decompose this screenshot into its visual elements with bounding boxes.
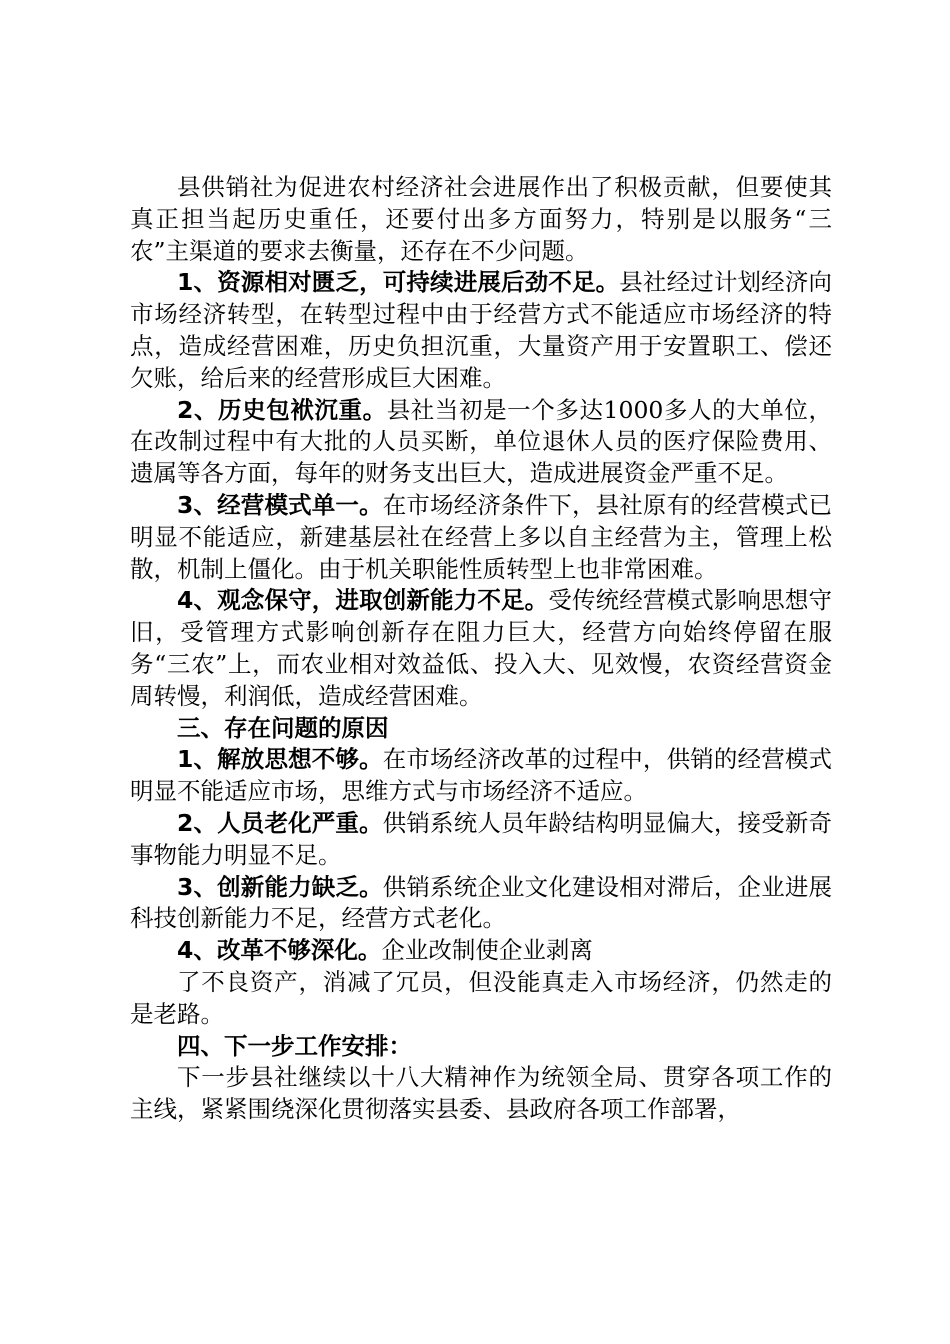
- intro-paragraph: 县供销社为促进农村经济社会进展作出了积极贡献，但要使其真正担当起历史重任，还要付出多方面努力，特别是以服务“三农”主渠道的要求去衡量，还存在不少问题。: [130, 173, 832, 265]
- problem-3-lead: 3、经营模式单一。: [177, 490, 383, 519]
- problem-3-body: 在市场经济条件下，县社原有的经营模式已明显不能适应，新建基层社在经营上多以自主经营为主，管理上松散，机制上僵化。由于机关职能性质转型上也非常困难。: [130, 490, 832, 583]
- problem-2-paragraph: [130, 395, 832, 490]
- cause-3-body: 供销系统企业文化建设相对滞后，企业进展科技创新能力不足，经营方式老化。: [130, 872, 832, 933]
- problem-4-body: 受传统经营模式影响思想守旧，受管理方式影响创新存在阻力巨大，经营方向始终停留在服务“三农”上，而农业相对效益低、投入大、见效慢，农资经营资金周转慢，利润低，造成经营困难。: [130, 586, 832, 710]
- cause-4-paragraph: [130, 935, 832, 967]
- section-4-heading: 四、下一步工作安排：: [177, 1031, 412, 1060]
- cause-4-body: 企业改制使企业剥离: [381, 936, 593, 965]
- cause-3-lead: 3、创新能力缺乏。: [177, 872, 383, 901]
- section-3-heading: 三、存在问题的原因: [177, 713, 389, 742]
- cause-3-paragraph: [130, 872, 832, 936]
- document-page: [130, 172, 832, 1126]
- cause-2-paragraph: [130, 808, 832, 872]
- cause-4-continued-paragraph: 了不良资产，消减了冗员，但没能真走入市场经济，仍然走的是老路。: [130, 967, 832, 1028]
- problem-4-lead: 4、观念保守，进取创新能力不足。: [177, 586, 549, 615]
- cause-4-lead: 4、改革不够深化。: [177, 936, 382, 965]
- cause-2-body: 供销系统人员年龄结构明显偏大，接受新奇事物能力明显不足。: [130, 808, 832, 869]
- problem-1-lead: 1、资源相对匮乏，可持续进展后劲不足。: [177, 268, 620, 297]
- cause-2-lead: 2、人员老化严重。: [177, 808, 383, 837]
- problem-2-lead: 2、历史包袱沉重。: [177, 395, 387, 424]
- problem-1-body: 县社经过计划经济向市场经济转型，在转型过程中由于经营方式不能适应市场经济的特点，造成经营困难，历史负担沉重，大量资产用于安置职工、偿还欠账，给后来的经营形成巨大困难。: [130, 268, 832, 392]
- cause-1-lead: 1、解放思想不够。: [177, 745, 383, 774]
- section-4-paragraph: 下一步县社继续以十八大精神作为统领全局、贯穿各项工作的主线，紧紧围绕深化贯彻落实县委、县政府各项工作部署，: [130, 1063, 832, 1124]
- problem-4-paragraph: [130, 585, 832, 712]
- problem-1-paragraph: [130, 267, 832, 394]
- cause-1-body: 在市场经济改革的过程中，供销的经营模式明显不能适应市场，思维方式与市场经济不适应。: [130, 745, 832, 806]
- problem-3-paragraph: [130, 490, 832, 585]
- problem-2-body: 县社当初是一个多达1000多人的大单位，在改制过程中有大批的人员买断，单位退休人员的医疗保险费用、遗属等各方面，每年的财务支出巨大，造成进展资金严重不足。: [130, 395, 832, 488]
- cause-1-paragraph: [130, 744, 832, 808]
